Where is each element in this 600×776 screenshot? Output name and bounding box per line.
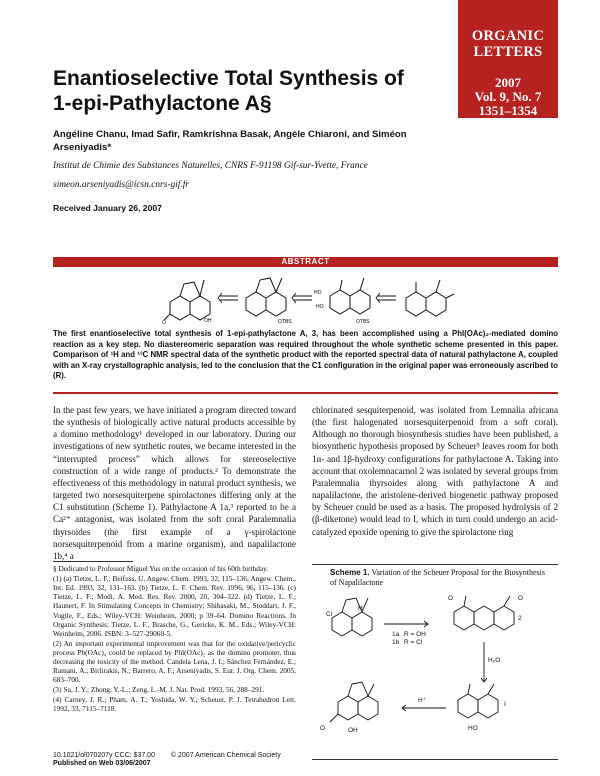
scheme-label-o-1: O xyxy=(320,725,326,732)
footnote-ref-4: (4) Carney, J. R.; Pham, A. T.; Yoshida, W. Y.; Scheuer, P. J. Tetrahedron Lett. 1992, 33, 7115–7118. xyxy=(53,694,296,714)
abstract-heading: ABSTRACT xyxy=(53,257,558,267)
affiliation: Institut de Chimie des Substances Naturelles, CNRS F-91198 Gif-sur-Yvette, France xyxy=(53,161,368,171)
journal-badge xyxy=(458,0,558,118)
scheme-label-r-cl: R = Cl xyxy=(404,639,423,646)
scheme-caption-text: Variation of the Scheuer Proposal for the Biosynthesis of Napalilactone xyxy=(330,568,545,587)
graphic-label-ho-2: HO xyxy=(316,304,324,310)
scheme-label-r-oh: R = OH xyxy=(404,631,426,638)
scheme-label-o-3: O xyxy=(448,595,454,602)
scheme-caption xyxy=(330,568,550,588)
abstract-text: The first enantioselective total synthesis of 1-epi-pathylactone A, 3, has been accomplished using a Phl(OAc)₂-mediated domino reaction as a key step. No diastereomeric separation was required throughout the whole synthetic scheme presented in this paper. Comparison of ¹H and ¹³C NMR spectral data of the synthetic product with the reported spectral data of natural pathylactone A, coupled with an X-ray crystallographic analysis, led to the conclusion that the C1 configuration in the original paper was erroneously ascribed to (R). xyxy=(53,329,558,381)
journal-year: 2007 xyxy=(495,75,521,90)
body-paragraph-right: chlorinated sesquiterpenoid, was isolated from Lemnalia africana (the first halogenated norsesquiterpenoid from a soft coral). Although no thorough biosynthesis studies have been published, a biosynthetic hypothesis proposed by Scheuer⁵ leaves room for both 1α- and 1β-hydroxy configurations for pathylactone A. Taking into account that oxolemnacarnol 2 was isolated by several groups from Paralemnalia thyrsoides along with pathylactone A and napalilactone, the aristolene-derived biogenetic pathway proposed by Scheuer could be used as a basis. The proposed hydrolysis of 2 (β-diketone) would lead to I, which in turn could undergo an acid-catalyzed epoxide opening to give the spirolactone ring xyxy=(312,405,558,537)
scheme-label-2: 2 xyxy=(518,615,522,622)
scheme-label-cl: Cl xyxy=(326,611,333,618)
doi: 10.1021/ol070207y CCC: $37.00 xyxy=(53,752,155,759)
footnote-dedication: § Dedicated to Professor Miguel Yus on the occasion of his 60th birthday. xyxy=(53,564,269,573)
footnote-ref-2: (2) An important experimental improvement was that for the oxidative/pericyclic process Pb(OAc)₄ could be replaced by Phl(OAc)₂ as the domino promoter, thus decreasing the toxicity of the method. Candela Lena, J. I.; Sánchez Fernández, E.; Ramani, A.; Birlirakis, N.; Barrero, A. F.; Arseniyadis, S. Eur. J. Org. Chem. 2005, 683–700. xyxy=(53,638,296,685)
scheme-label-o-2: O xyxy=(518,595,524,602)
scheme-label-1a: 1a xyxy=(392,631,400,638)
scheme-label-h: H xyxy=(358,605,363,612)
corresponding-email[interactable]: simeon.arseniyadis@icsn.cnrs-gif.fr xyxy=(53,180,189,190)
scheme-label-ho: HO xyxy=(468,725,478,732)
journal-name: ORGANIC LETTERS xyxy=(471,28,545,60)
body-column-left xyxy=(53,404,296,562)
footnote-divider xyxy=(53,561,133,562)
received-date: Received January 26, 2007 xyxy=(53,203,162,213)
journal-volume: Vol. 9, No. 7 xyxy=(474,89,542,104)
retro-arrow-2 xyxy=(292,293,312,303)
footnote-ref-1: (1) (a) Tietze, L. F.; Beifuss, U. Angew. Chem. 1993, 32, 115–136; Angew. Chem., Int. Ed. 1993, 32, 131–163. (b) Tietze, L. F. Chem. Rev. 1996, 96, 115–136. (c) Tietze, L. F.; Modi, A. Med. Res. Rev. 2000, 20, 304–322. (d) Tietze, L. F.; Haunert, F. In Stimulating Concepts in Chemistry; Shibasaki, M., Stoddart, J. F., Vogtle, F., Eds.; Wiley-VCH: Weinheim, 2000; p 39–64. Domino Reactions. In Organic Synthesis; Tietze, L. F., Brasche, G., Gericke, K. M., Eds.; Wiley-VCH: Weinheim, 2006. ISBN: 3–527-29060-5. xyxy=(53,573,296,638)
abstract-graphic xyxy=(160,272,460,324)
retro-arrow-3 xyxy=(376,293,396,303)
abstract-divider xyxy=(53,392,558,394)
copyright: © 2007 American Chemical Society xyxy=(170,752,281,759)
footnote-ref-3: (3) Su, J. Y.; Zhong, Y.-L.; Zeng, L.-M. J. Nat. Prod. 1993, 56, 288–291. xyxy=(53,685,265,695)
graphic-label-o: O xyxy=(162,320,166,324)
published-date: Published on Web 03/06/2007 xyxy=(53,760,151,767)
journal-pages: 1351–1354 xyxy=(478,103,538,118)
scheme-label-oh: OH xyxy=(348,727,358,734)
scheme-label: Scheme 1. xyxy=(330,568,370,577)
scheme-label-1b: 1b xyxy=(392,639,400,646)
scheme-label-h-plus: H⁺ xyxy=(418,697,427,704)
graphic-label-otbs-2: OTBS xyxy=(356,319,370,324)
retro-arrow-1 xyxy=(218,293,238,303)
scheme-label-I: I xyxy=(504,701,506,708)
title-line-1: Enantioselective Total Synthesis of xyxy=(53,67,404,90)
author-list: Angéline Chanu, Imad Safir, Ramkrishna Basak, Angèle Chiaroni, and Siméon Arseniyadis* xyxy=(53,129,407,153)
graphic-label-otbs-1: OTBS xyxy=(278,319,292,324)
footnotes xyxy=(53,564,296,714)
body-paragraph-left: In the past few years, we have initiated a program directed toward the synthesis of biologically active natural products accessible by a domino methodology¹ developed in our laboratory. During our investigations of new synthetic routes, we became interested in the “interrupted process” which allows for stereoselective construction of a wide range of products.² To demonstrate the effectiveness of this methodology in natural product synthesis, we targeted two norsesquiterpene spirolactones differing only at the C1 substitution (Scheme 1). Pathylactone A 1a,³ reported to be a Ca²⁺ antagonist, was isolated from the soft coral Paralemnalia thyrsoides (the first example of a γ-spirolactone norsesquiterpenoid from a marine organism), and napalilactone 1b,⁴ a xyxy=(53,405,296,561)
scheme-label-h2o: H₂O xyxy=(488,657,501,664)
graphic-label-oh: OH xyxy=(204,318,212,324)
article-title xyxy=(53,66,453,116)
graphic-label-ho-1: HO xyxy=(314,290,322,296)
body-column-right xyxy=(312,404,558,538)
scheme-diagram xyxy=(318,590,554,756)
title-line-2: 1-epi-Pathylactone A§ xyxy=(53,92,272,115)
